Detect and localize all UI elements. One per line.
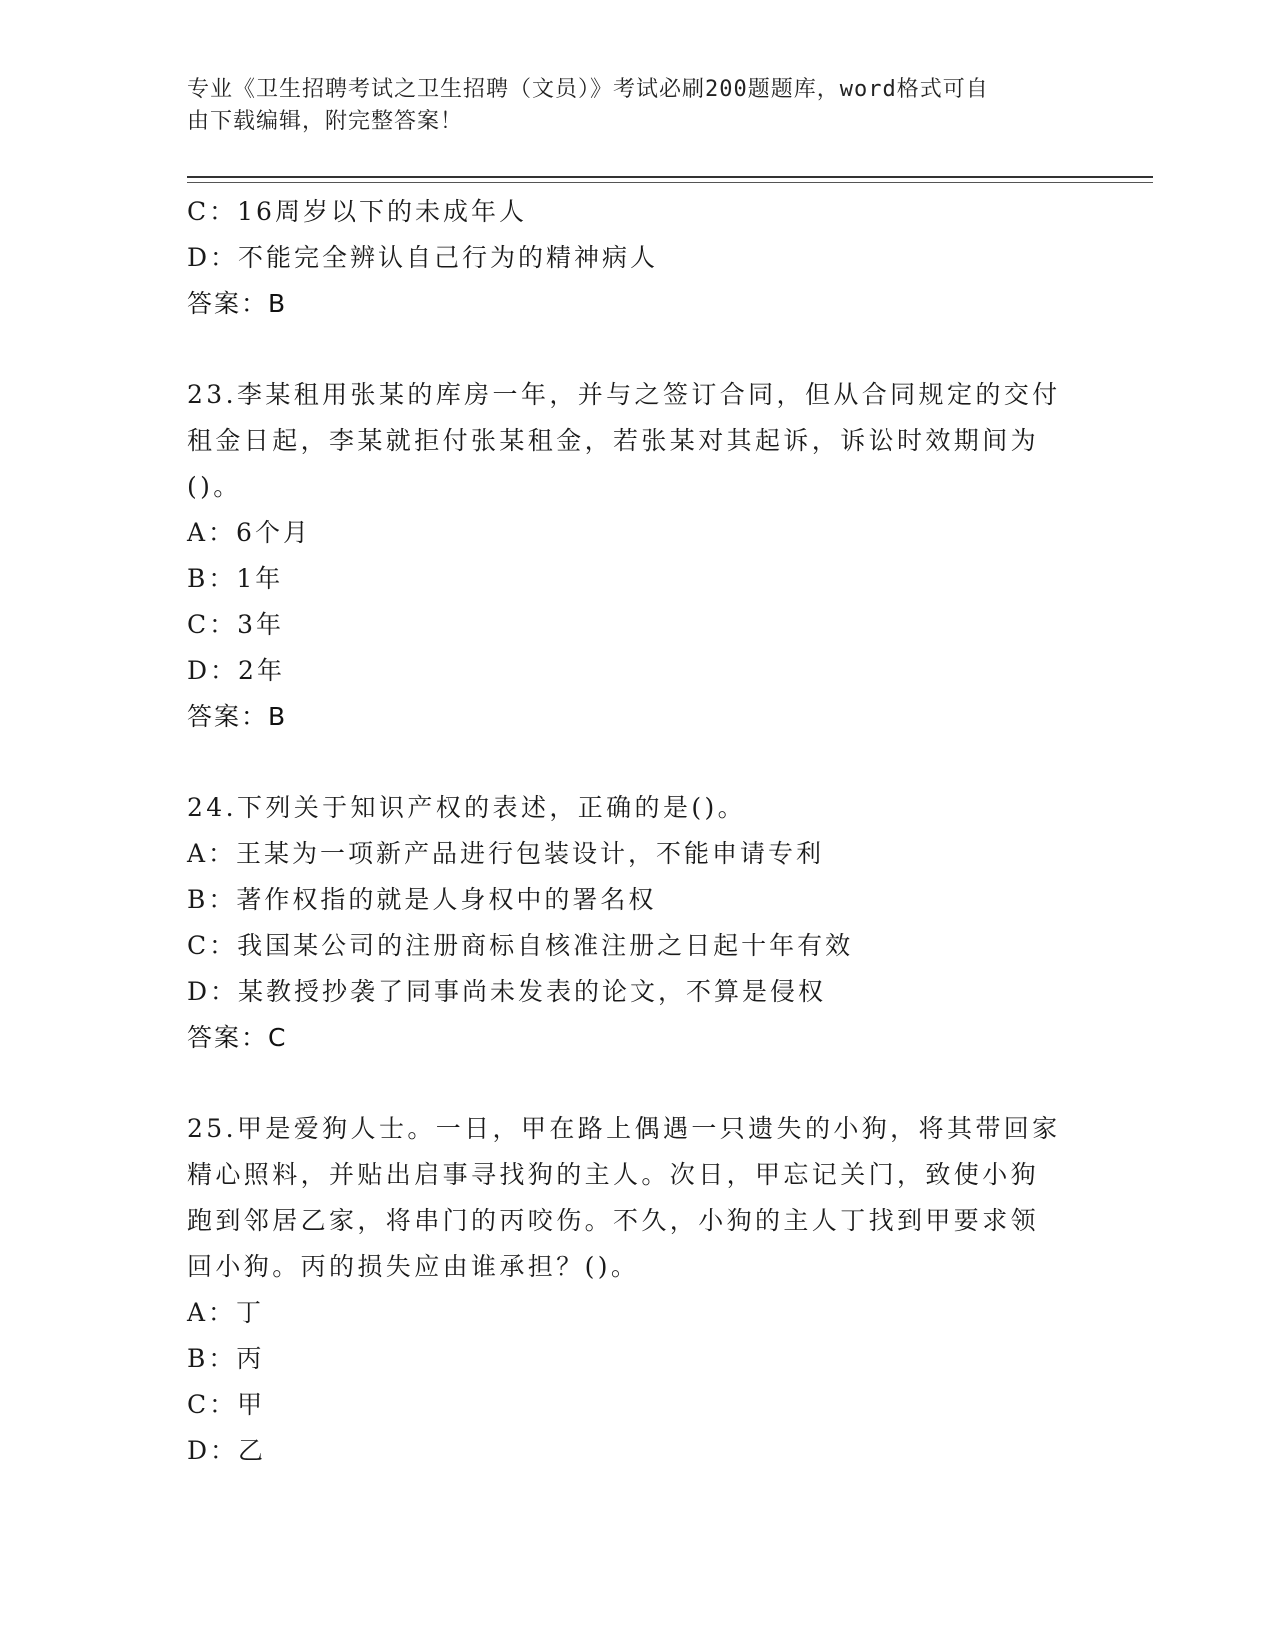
question-24 — [187, 785, 1087, 1061]
question-list — [187, 189, 1087, 1474]
option-b: B：著作权指的就是人身权中的署名权 — [187, 885, 657, 914]
question-text-line: 跑到邻居乙家，将串门的丙咬伤。不久，小狗的主人丁找到甲要求领 — [187, 1206, 1040, 1235]
option-c: C：16周岁以下的未成年人 — [187, 197, 527, 226]
option-a: A：丁 — [187, 1298, 265, 1327]
answer-line: 答案：B — [187, 289, 288, 318]
question-text-line: 24.下列关于知识产权的表述，正确的是()。 — [187, 793, 747, 822]
question-text — [187, 785, 1087, 831]
answer-line: 答案：C — [187, 1023, 288, 1052]
question-text-line: 25.甲是爱狗人士。一日，甲在路上偶遇一只遗失的小狗，将其带回家 — [187, 1114, 1061, 1143]
option-d: D：某教授抄袭了同事尚未发表的论文，不算是侵权 — [187, 977, 827, 1006]
question-text-line: 回小狗。丙的损失应由谁承担？()。 — [187, 1252, 640, 1281]
question-text — [187, 372, 1087, 510]
header-divider-thick — [187, 176, 1153, 178]
option-a: A：王某为一项新产品进行包装设计，不能申请专利 — [187, 839, 825, 868]
question-23 — [187, 372, 1087, 740]
option-d: D：不能完全辨认自己行为的精神病人 — [187, 243, 659, 272]
document-header — [187, 74, 1067, 138]
option-d: D：乙 — [187, 1436, 267, 1465]
header-divider-thin — [187, 182, 1153, 183]
question-text-line: 23.李某租用张某的库房一年，并与之签订合同，但从合同规定的交付 — [187, 380, 1061, 409]
option-d: D：2年 — [187, 656, 285, 685]
question-text-line: ()。 — [187, 472, 242, 501]
option-c: C：我国某公司的注册商标自核准注册之日起十年有效 — [187, 931, 854, 960]
header-title-line-1: 专业《卫生招聘考试之卫生招聘（文员）》考试必刷200题题库，word格式可自 — [187, 77, 989, 102]
option-c: C：甲 — [187, 1390, 266, 1419]
header-title-line-2: 由下载编辑，附完整答案！ — [187, 109, 464, 134]
question-22-tail — [187, 189, 1087, 327]
question-text-line: 租金日起，李某就拒付张某租金，若张某对其起诉，诉讼时效期间为 — [187, 426, 1040, 455]
option-c: C：3年 — [187, 610, 285, 639]
option-b: B：1年 — [187, 564, 284, 593]
option-a: A：6个月 — [187, 518, 311, 547]
question-25 — [187, 1106, 1087, 1474]
question-text — [187, 1106, 1087, 1290]
question-text-line: 精心照料，并贴出启事寻找狗的主人。次日，甲忘记关门，致使小狗 — [187, 1160, 1040, 1189]
option-b: B：丙 — [187, 1344, 265, 1373]
answer-line: 答案：B — [187, 702, 288, 731]
